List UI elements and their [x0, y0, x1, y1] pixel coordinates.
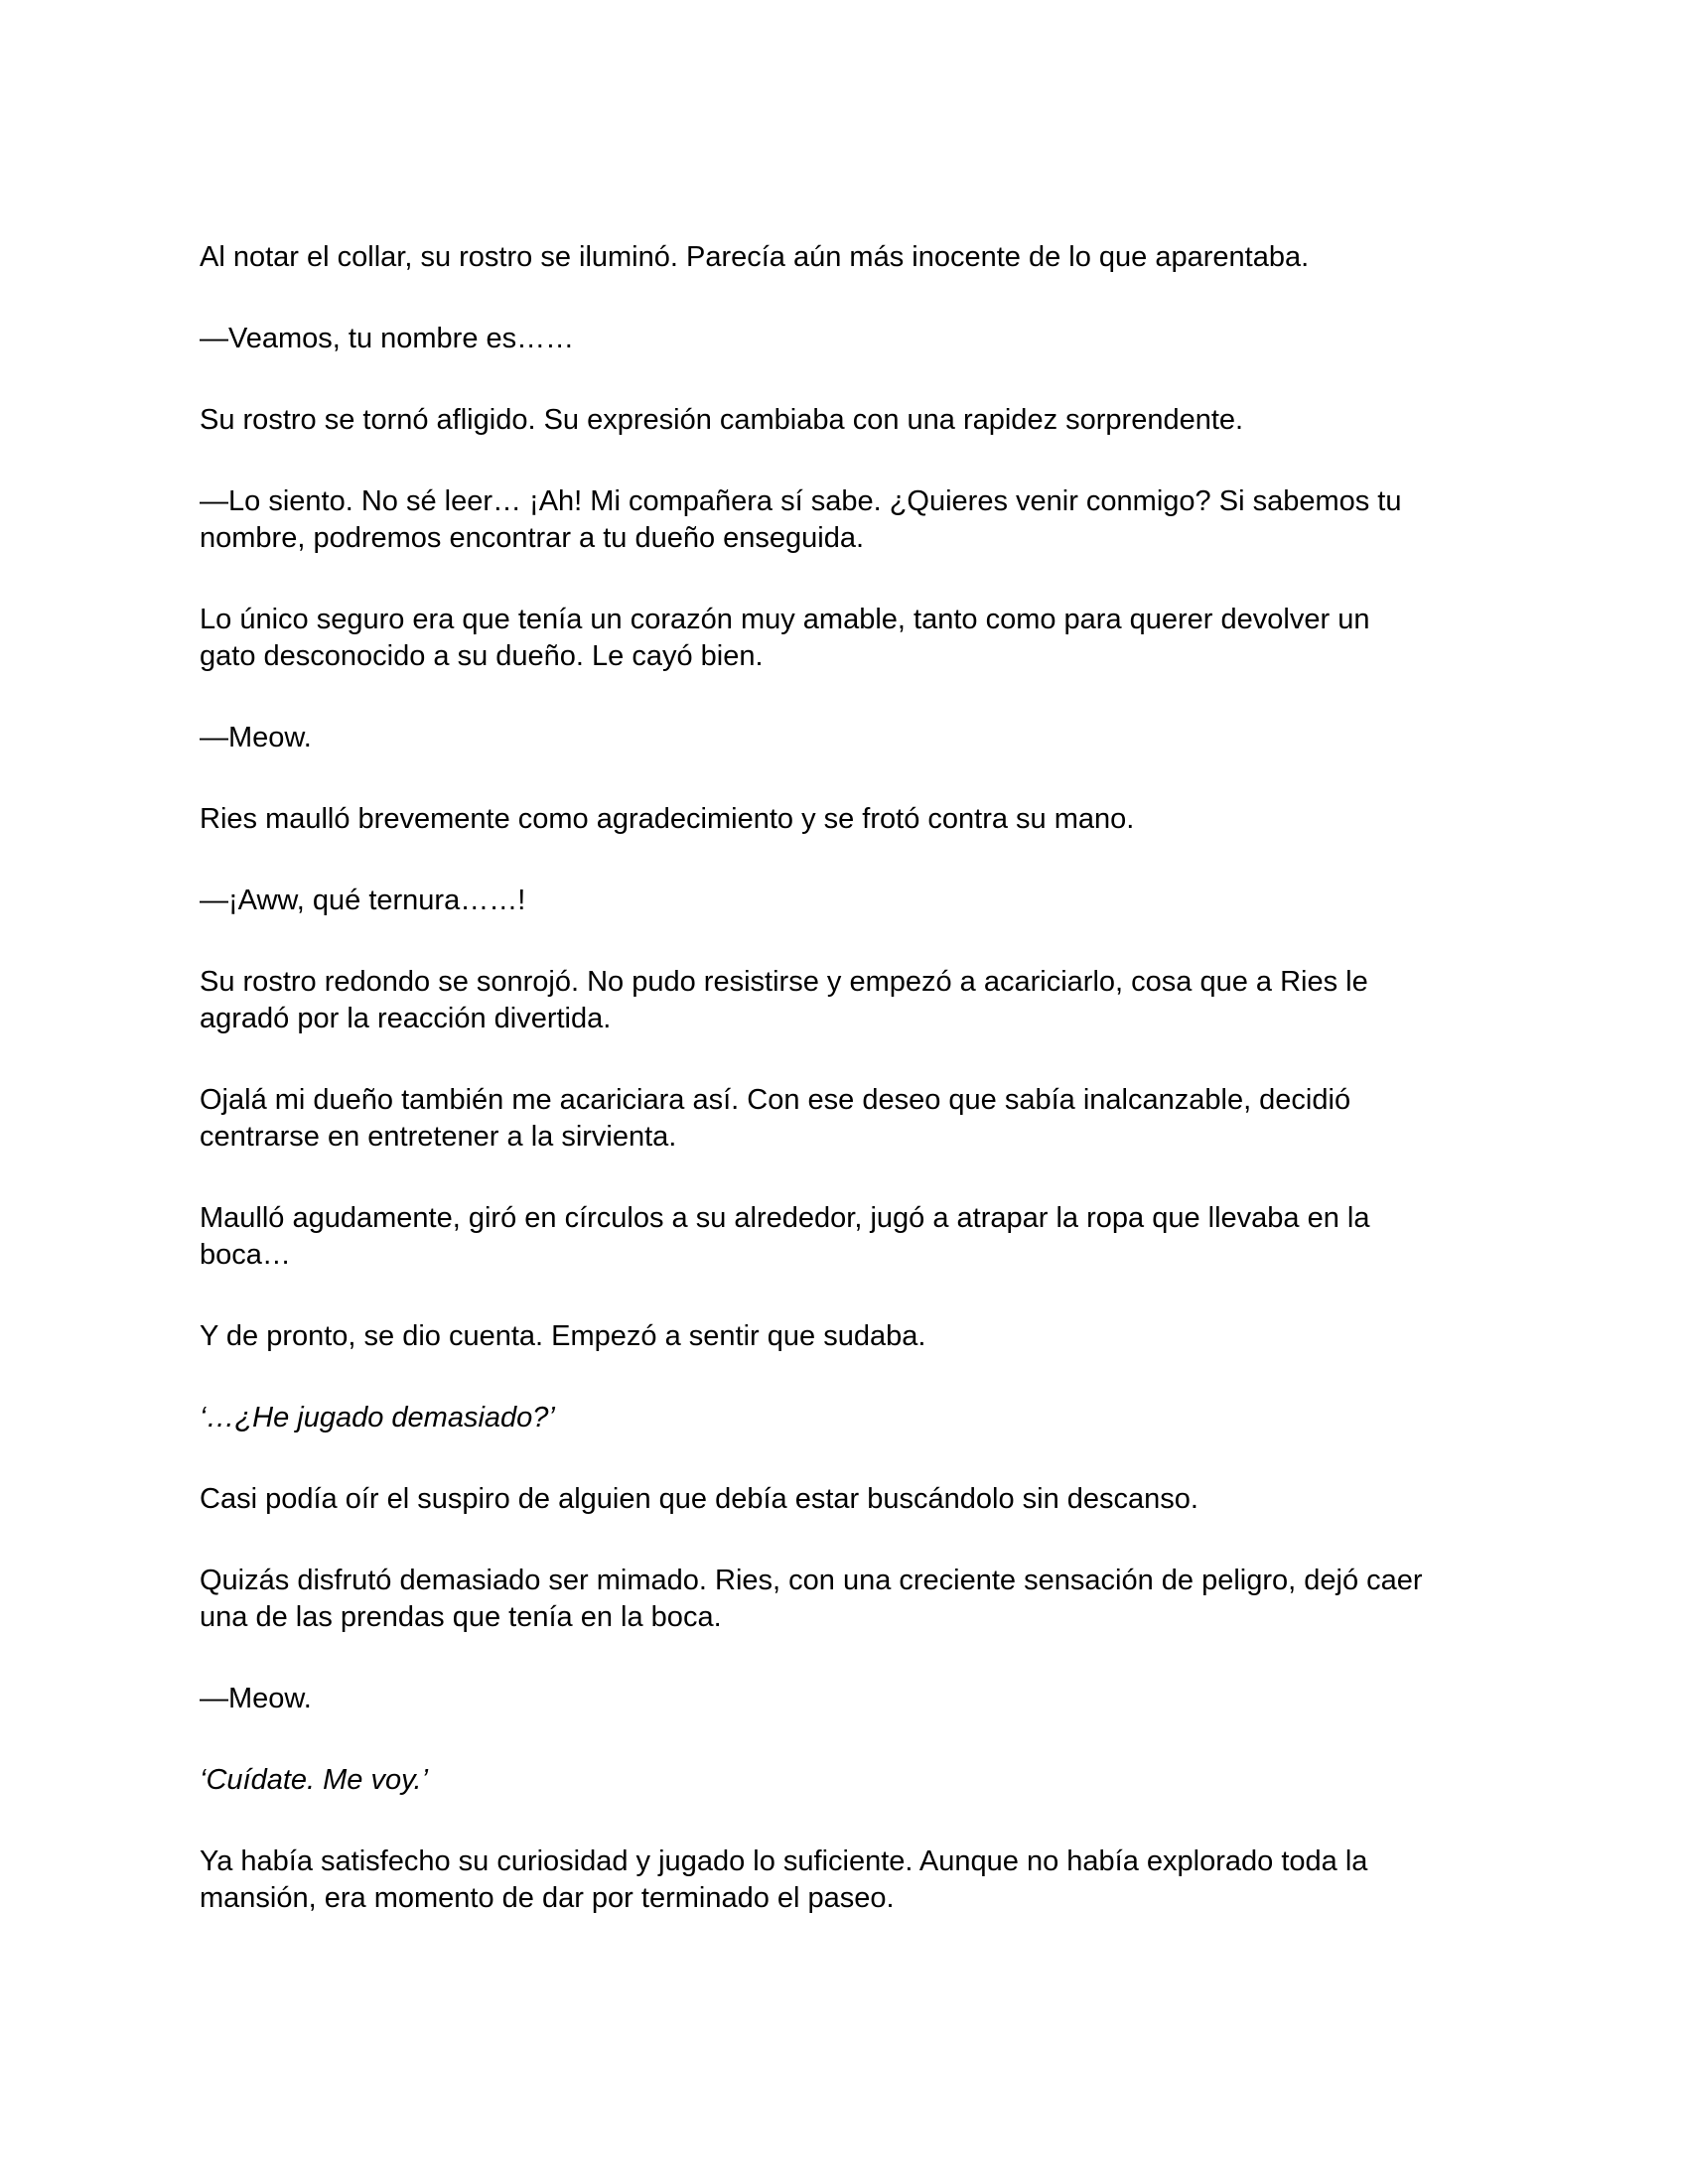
paragraph	[200, 602, 1510, 675]
text-line: ‘…¿He jugado demasiado?’	[200, 1402, 555, 1433]
text-line: Su rostro se tornó afligido. Su expresión cambiaba con una rapidez sorprendente.	[200, 404, 1244, 436]
text-line: Ries maulló brevemente como agradecimiento y se frotó contra su mano.	[200, 803, 1135, 835]
text-line: Al notar el collar, su rostro se iluminó. Parecía aún más inocente de lo que aparentaba.	[200, 241, 1310, 273]
text-line: —Lo siento. No sé leer… ¡Ah! Mi compañera sí sabe. ¿Quieres venir conmigo? Si sabemos tu	[200, 485, 1402, 517]
text-line: —Meow.	[200, 722, 312, 753]
text-line: —¡Aww, qué ternura……!	[200, 885, 526, 916]
paragraph	[200, 321, 1510, 357]
document-text-content	[200, 239, 1510, 1917]
text-line: nombre, podremos encontrar a tu dueño enseguida.	[200, 522, 865, 554]
text-line: una de las prendas que tenía en la boca.	[200, 1601, 722, 1633]
text-line: boca…	[200, 1239, 291, 1271]
paragraph	[200, 1481, 1510, 1518]
paragraph	[200, 1082, 1510, 1156]
paragraph	[200, 720, 1510, 756]
text-line: mansión, era momento de dar por terminado el paseo.	[200, 1882, 895, 1914]
text-line: Su rostro redondo se sonrojó. No pudo resistirse y empezó a acariciarlo, cosa que a Ries le	[200, 966, 1368, 998]
text-line: agradó por la reacción divertida.	[200, 1003, 612, 1034]
text-line: Lo único seguro era que tenía un corazón muy amable, tanto como para querer devolver un	[200, 604, 1370, 635]
text-line: Maulló agudamente, giró en círculos a su alrededor, jugó a atrapar la ropa que llevaba en la	[200, 1202, 1370, 1234]
text-line: ‘Cuídate. Me voy.’	[200, 1764, 428, 1796]
paragraph	[200, 1200, 1510, 1274]
paragraph	[200, 1563, 1510, 1636]
text-line: —Meow.	[200, 1683, 312, 1714]
text-line: Quizás disfrutó demasiado ser mimado. Ries, con una creciente sensación de peligro, dejó caer	[200, 1565, 1423, 1596]
paragraph	[200, 1318, 1510, 1355]
paragraph	[200, 402, 1510, 439]
paragraph	[200, 1843, 1510, 1917]
paragraph	[200, 1762, 1510, 1799]
paragraph	[200, 964, 1510, 1037]
text-line: —Veamos, tu nombre es……	[200, 323, 575, 354]
paragraph	[200, 483, 1510, 557]
text-line: Ojalá mi dueño también me acariciara así. Con ese deseo que sabía inalcanzable, decidió	[200, 1084, 1351, 1116]
paragraph	[200, 239, 1510, 276]
text-line: Ya había satisfecho su curiosidad y jugado lo suficiente. Aunque no había explorado toda la	[200, 1845, 1368, 1877]
paragraph	[200, 1400, 1510, 1436]
text-line: centrarse en entretener a la sirvienta.	[200, 1121, 677, 1153]
paragraph	[200, 1681, 1510, 1717]
paragraph	[200, 801, 1510, 838]
paragraph	[200, 883, 1510, 919]
text-line: Y de pronto, se dio cuenta. Empezó a sentir que sudaba.	[200, 1320, 926, 1352]
text-line: gato desconocido a su dueño. Le cayó bien.	[200, 640, 764, 672]
text-line: Casi podía oír el suspiro de alguien que debía estar buscándolo sin descanso.	[200, 1483, 1198, 1515]
